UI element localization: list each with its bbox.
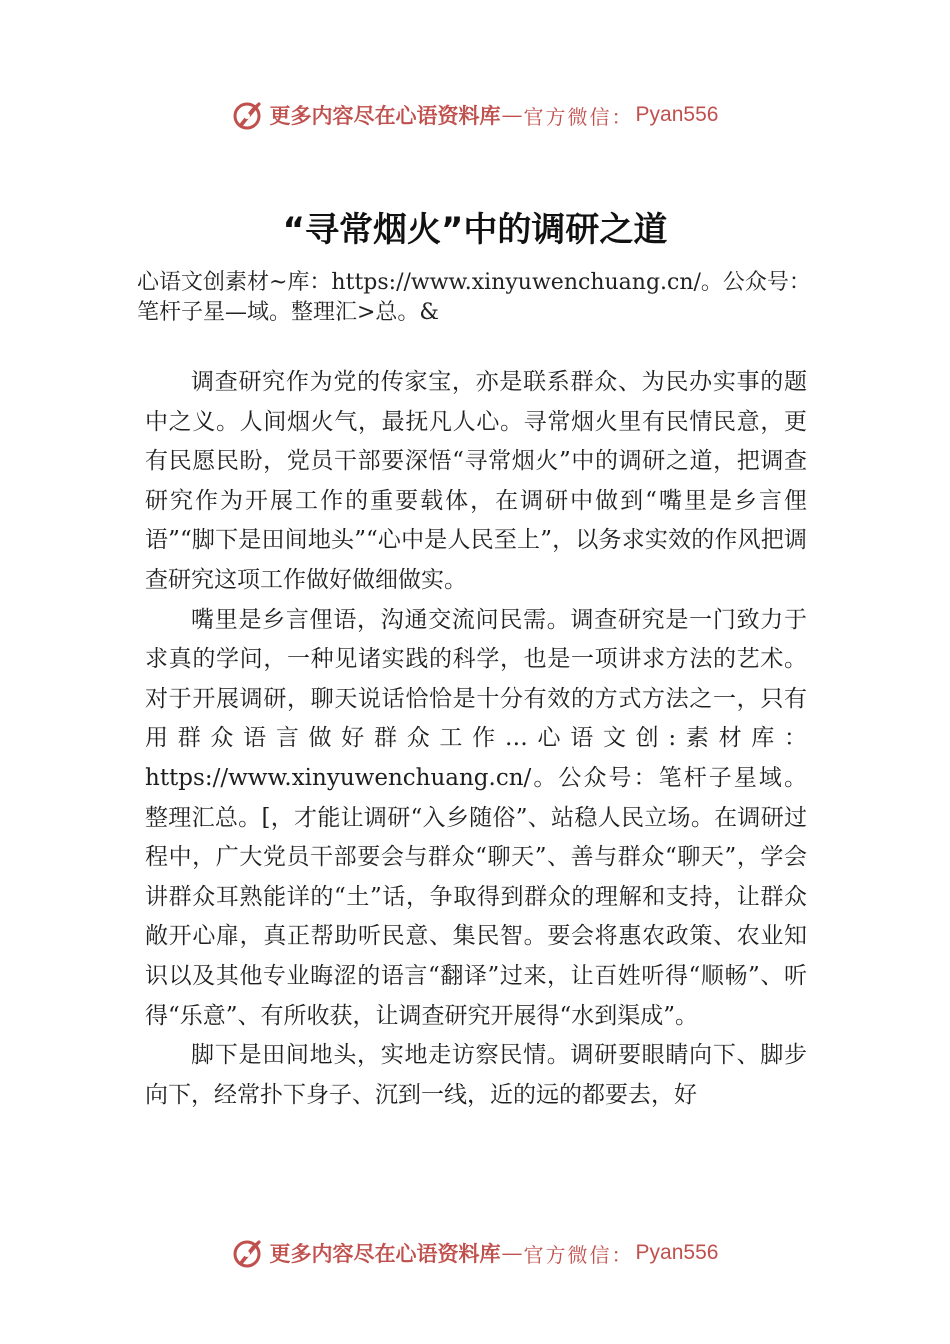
body-paragraph: 调查研究作为党的传家宝，亦是联系群众、为民办实事的题中之义。人间烟火气，最抚凡人心。寻常烟火里有民情民意，更有民愿民盼，党员干部要深悟“寻常烟火”中的调研之道，把调查研究作为开展工作的重要载体，在调研中做到“嘴里是乡言俚语”“脚下是田间地头”“心中是人民至上”，以务求实效的作风把调查研究这项工作做好做细做实。 — [145, 369, 807, 593]
document-body — [145, 363, 807, 1115]
footer-banner — [0, 1233, 950, 1273]
banner-wechat-id: Pyan556 — [635, 103, 719, 126]
banner-wechat-label: 官方微信： — [523, 1242, 634, 1267]
banner-main-text: 更多内容尽在心语资料库 — [269, 103, 501, 128]
banner-wechat-id: Pyan556 — [635, 1241, 719, 1264]
banner-separator: — — [501, 1241, 523, 1265]
pen-nib-logo-icon — [232, 98, 266, 132]
header-banner — [0, 95, 950, 135]
pen-nib-logo-icon — [232, 1236, 266, 1270]
banner-wechat-label: 官方微信： — [523, 104, 634, 129]
document-title: “寻常烟火”中的调研之道 — [282, 210, 668, 250]
banner-separator: — — [501, 103, 523, 127]
banner-main-text: 更多内容尽在心语资料库 — [269, 1241, 501, 1266]
source-note: 心语文创素材~库：https://www.xinyuwenchuang.cn/。公众号：笔杆子星—域。整理汇>总。& — [137, 270, 811, 325]
body-paragraph: 嘴里是乡言俚语，沟通交流问民需。调查研究是一门致力于求真的学问，一种见诸实践的科学，也是一项讲求方法的艺术。对于开展调研，聊天说话恰恰是十分有效的方式方法之一，只有用群众语言做好群众工作…心语文创:素材库：https://www.xinyuwenchuang.cn/。公众号：笔杆子星域。整理汇总。[，才能让调研“入乡随俗”、站稳人民立场。在调研过程中，广大党员干部要会与群众“聊天”、善与群众“聊天”，学会讲群众耳熟能详的“土”话，争取得到群众的理解和支持，让群众敞开心扉，真正帮助听民意、集民智。要会将惠农政策、农业知识以及其他专业晦涩的语言“翻译”过来，让百姓听得“顺畅”、听得“乐意”、有所收获，让调查研究开展得“水到渠成”。 — [145, 606, 807, 1029]
body-paragraph: 脚下是田间地头，实地走访察民情。调研要眼睛向下、脚步向下，经常扑下身子、沉到一线，近的远的都要去，好 — [145, 1042, 807, 1108]
